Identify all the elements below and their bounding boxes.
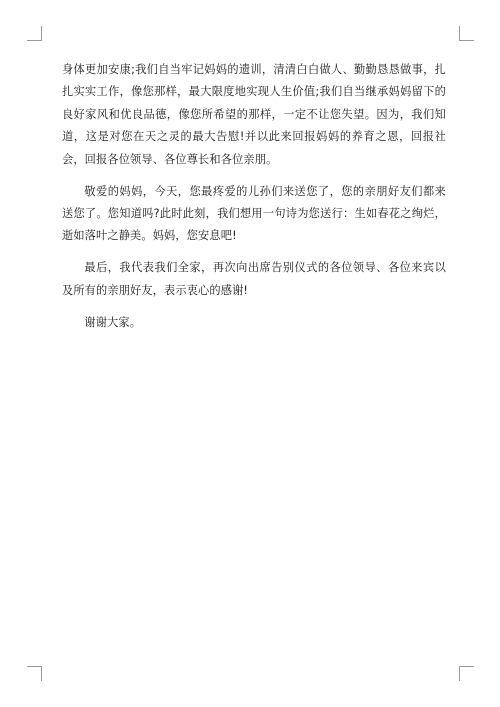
paragraph-4: 谢谢大家。 bbox=[84, 315, 142, 329]
crop-mark-top-left bbox=[27, 26, 42, 41]
crop-mark-top-right bbox=[459, 26, 474, 41]
crop-mark-bottom-right bbox=[459, 666, 474, 681]
paragraph-1: 身体更加安康;我们自当牢记妈妈的遗训，清清白白做人、勤勤恳恳做事，扎扎实实工作，像您那样，最大限度地实现人生价值;我们自当继承妈妈留下的良好家风和优良品德，像您所希望的那样，一定不让您失望。因为，我们知道，这是对您在天之灵的最大告慰!并以此来回报妈妈的养育之恩，回报社会，回报各位领导、各位尊长和各位亲朋。 bbox=[62, 63, 446, 166]
paragraph-2: 敬爱的妈妈，今天，您最疼爱的儿孙们来送您了，您的亲朋好友们都来送您了。您知道吗?此时此刻，我们想用一句诗为您送行：生如春花之绚烂，逝如落叶之静美。妈妈，您安息吧! bbox=[62, 184, 446, 243]
paragraph-3: 最后，我代表我们全家，再次向出席告别仪式的各位领导、各位来宾以及所有的亲朋好友，表示衷心的感谢! bbox=[62, 261, 446, 297]
document-body bbox=[62, 59, 446, 343]
crop-mark-bottom-left bbox=[27, 666, 42, 681]
